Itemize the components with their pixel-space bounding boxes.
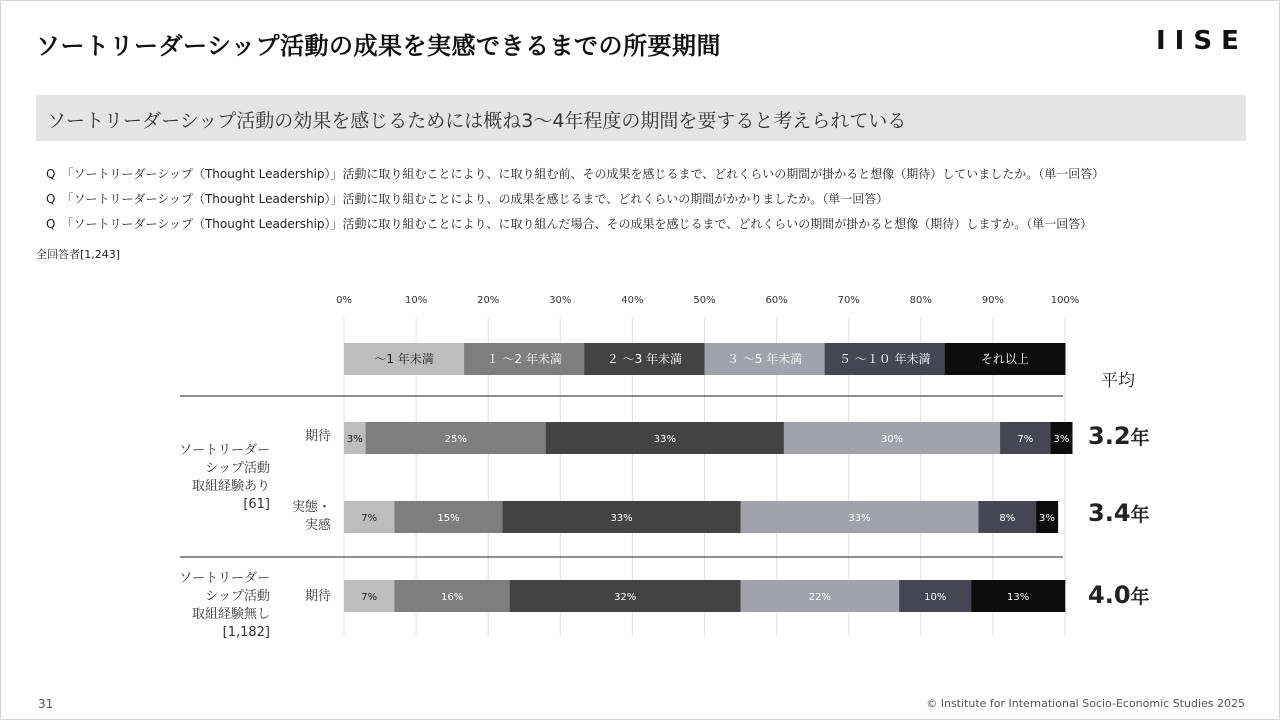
average-value-experienced-expectation: 3.2年 — [1088, 422, 1150, 450]
question-1: Q 「ソートリーダーシップ（Thought Leadership）」活動に取り組むことにより、に取り組む前、その成果を感じるまで、どれくらいの期間が掛かると想像（期待）していましたか。（単一回答） — [46, 167, 1105, 181]
row-label-experienced-actual: 実態・ 実感 — [291, 500, 331, 533]
key-message: ソートリーダーシップ活動の効果を感じるためには概ね3〜4年程度の期間を要すると考えられている — [47, 110, 907, 132]
legend-label: 〜1 年未満 — [374, 352, 434, 366]
copyright-notice: © Institute for International Socio-Economic Studies 2025 — [926, 697, 1245, 710]
x-tick-label: 80% — [909, 295, 932, 306]
data-label: 3% — [346, 434, 363, 445]
legend-label: １ 〜2 年未満 — [486, 352, 562, 366]
group-label-inexperienced: ソートリーダー シップ活動 取組経験無し [1,182] — [178, 571, 270, 640]
data-label: 3% — [1053, 434, 1070, 445]
legend-label: ５ 〜１０ 年未満 — [838, 352, 931, 366]
page-title: ソートリーダーシップ活動の成果を実感できるまでの所要期間 — [36, 32, 722, 60]
data-label: 16% — [441, 592, 464, 603]
question-2: Q 「ソートリーダーシップ（Thought Leadership）」活動に取り組むことにより、の成果を感じるまで、どれくらいの期間がかかりましたか。（単一回答） — [46, 192, 889, 206]
x-tick-label: 70% — [837, 295, 860, 306]
legend-label: ２ 〜3 年未満 — [606, 352, 683, 366]
data-label: 30% — [880, 434, 904, 445]
data-label: 7% — [361, 592, 378, 603]
iise-logo: IISE — [1156, 26, 1248, 56]
data-label: 33% — [653, 434, 676, 445]
x-tick-label: 10% — [404, 295, 428, 306]
x-tick-label: 40% — [621, 295, 644, 306]
data-label: 15% — [437, 513, 460, 524]
x-tick-label: 0% — [336, 295, 352, 306]
x-tick-label: 90% — [981, 295, 1005, 306]
data-label: 32% — [614, 592, 637, 603]
average-header: 平均 — [1101, 371, 1135, 391]
page-number: 31 — [38, 697, 54, 711]
respondent-count: 全回答者[1,243] — [36, 248, 121, 261]
data-label: 25% — [444, 434, 467, 445]
data-label: 3% — [1039, 513, 1055, 524]
data-label: 10% — [924, 592, 947, 603]
data-label: 13% — [1007, 592, 1030, 603]
average-value-experienced-actual: 3.4年 — [1088, 499, 1150, 527]
average-value-inexperienced-expectation: 4.0年 — [1088, 581, 1150, 609]
data-label: 22% — [808, 592, 831, 603]
question-3: Q 「ソートリーダーシップ（Thought Leadership）」活動に取り組むことにより、に取り組んだ場合、その成果を感じるまで、どれくらいの期間が掛かると想像（期待）しますか。（単一回答） — [46, 217, 1093, 231]
legend-label: ３ 〜5 年未満 — [726, 352, 803, 366]
data-label: 33% — [610, 513, 633, 524]
x-tick-label: 30% — [549, 295, 572, 306]
x-tick-label: 60% — [765, 295, 788, 306]
group-label-experienced: ソートリーダー シップ活動 取組経験あり [61] — [178, 443, 270, 512]
row-label-experienced-expectation: 期待 — [304, 429, 331, 444]
row-label-inexperienced-expectation: 期待 — [304, 589, 331, 604]
legend-label: それ以上 — [980, 352, 1029, 366]
data-label: 8% — [999, 513, 1016, 524]
data-label: 7% — [1017, 434, 1034, 445]
x-tick-label: 50% — [693, 295, 716, 306]
data-label: 33% — [848, 513, 871, 524]
x-tick-label: 100% — [1050, 295, 1080, 306]
x-tick-label: 20% — [477, 295, 500, 306]
data-label: 7% — [361, 513, 378, 524]
